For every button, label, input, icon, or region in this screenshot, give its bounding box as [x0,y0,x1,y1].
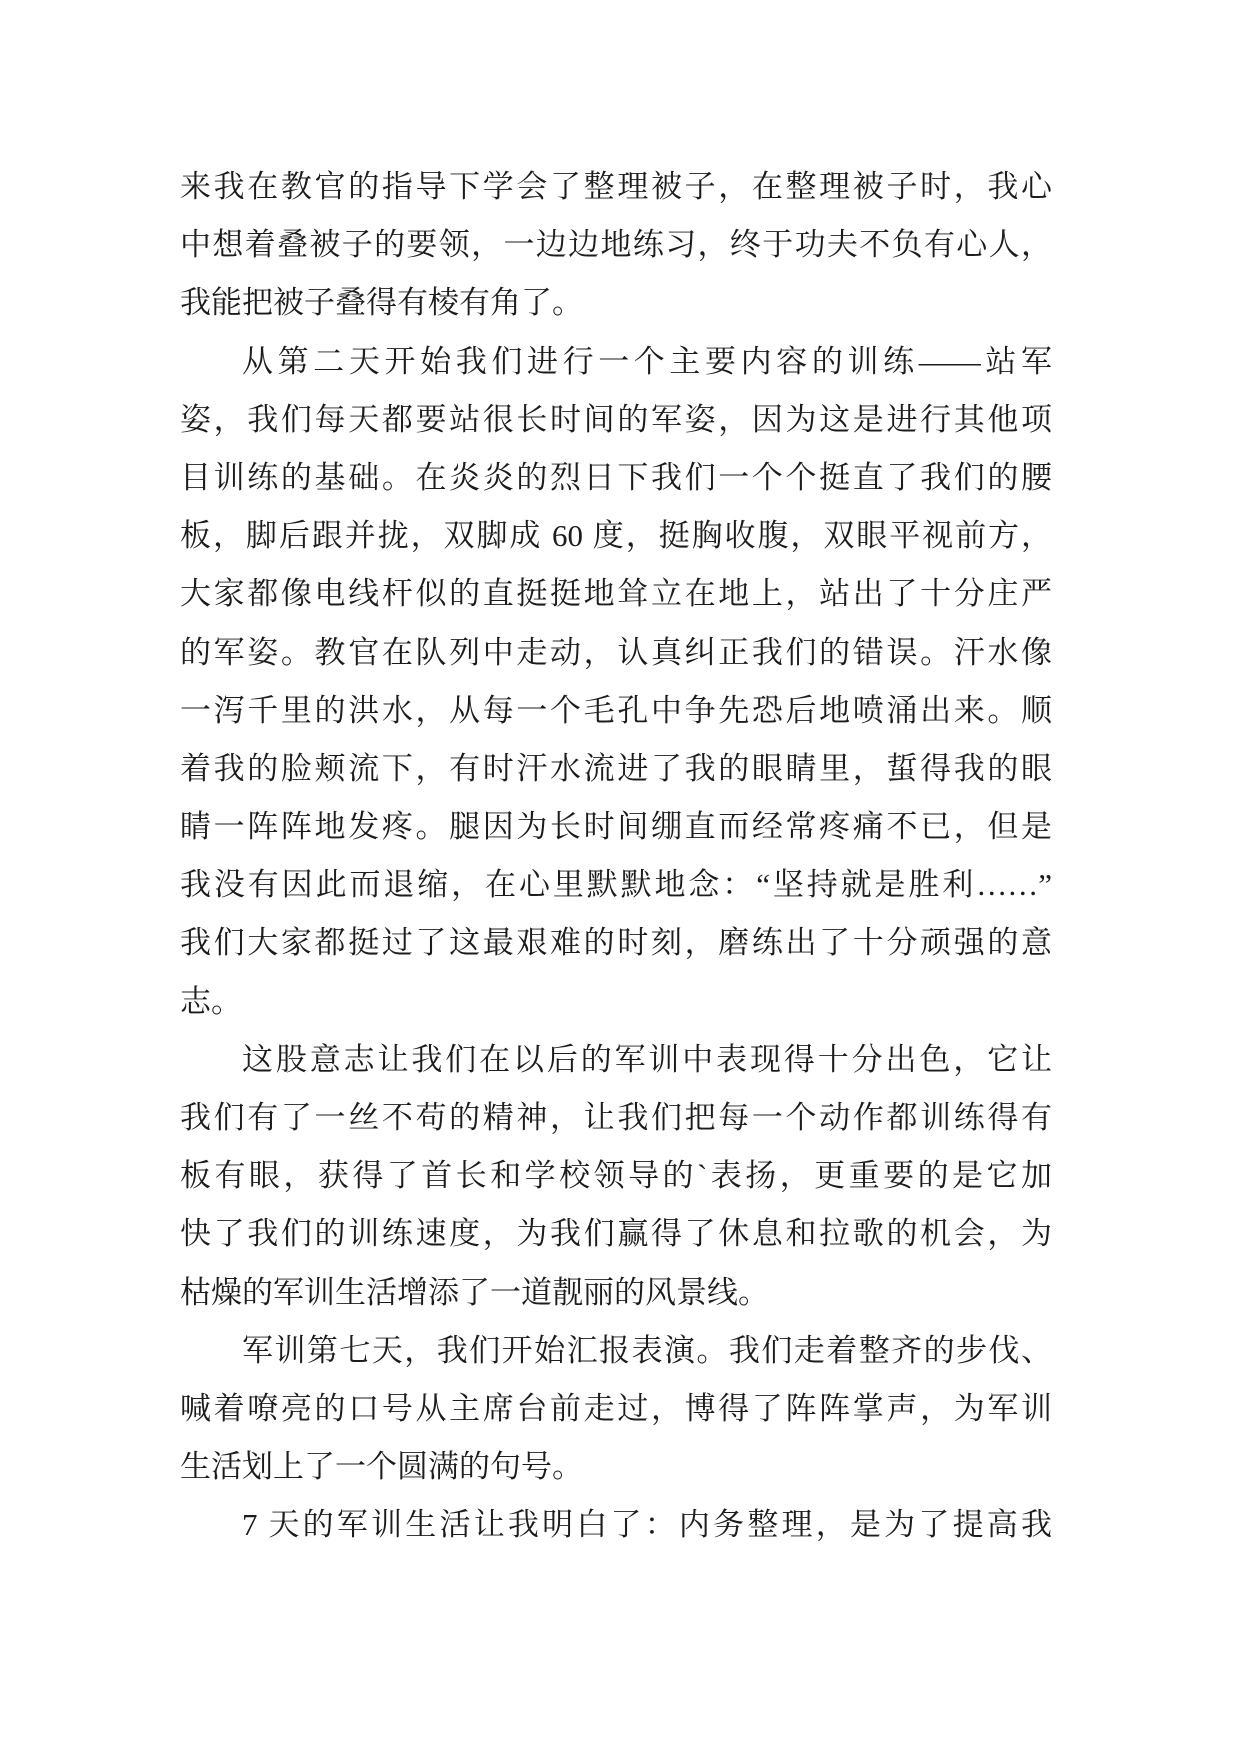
essay-line: 这股意志让我们在以后的军训中表现得十分出色，它让 [242,1041,1052,1077]
essay-line: 我们大家都挺过了这最艰难的时刻，磨练出了十分顽强的意 [180,925,1052,961]
essay-line: 生活划上了一个圆满的句号。 [180,1449,583,1485]
essay-line: 着我的脸颊流下，有时汗水流进了我的眼睛里，蜇得我的眼 [180,750,1052,786]
essay-line: 7 天的军训生活让我明白了：内务整理，是为了提高我 [242,1507,1052,1543]
essay-line: 枯燥的军训生活增添了一道靓丽的风景线。 [180,1274,769,1310]
essay-line: 我没有因此而退缩，在心里默默地念：“坚持就是胜利……” [180,867,1052,903]
essay-line: 我能把被子叠得有棱有角了。 [180,285,583,321]
essay-line: 睛一阵阵地发疼。腿因为长时间绷直而经常疼痛不已，但是 [180,809,1052,845]
essay-line: 目训练的基础。在炎炎的烈日下我们一个个挺直了我们的腰 [180,459,1052,495]
essay-line: 快了我们的训练速度，为我们赢得了休息和拉歌的机会，为 [180,1216,1052,1252]
essay-line: 志。 [180,983,242,1019]
essay-line: 板有眼，获得了首长和学校领导的`表扬，更重要的是它加 [180,1158,1052,1194]
essay-line: 我们有了一丝不苟的精神，让我们把每一个动作都训练得有 [180,1100,1052,1135]
essay-line: 从第二天开始我们进行一个主要内容的训练——站军 [242,343,1052,379]
essay-line: 军训第七天，我们开始汇报表演。我们走着整齐的步伐、 [242,1332,1052,1368]
essay-line: 喊着嘹亮的口号从主席台前走过，博得了阵阵掌声，为军训 [180,1390,1052,1426]
essay-body [180,158,1052,1555]
essay-line: 板，脚后跟并拢，双脚成 60 度，挺胸收腹，双眼平视前方， [180,518,1052,554]
essay-line: 来我在教官的指导下学会了整理被子，在整理被子时，我心 [180,169,1052,204]
essay-line: 姿，我们每天都要站很长时间的军姿，因为这是进行其他项 [180,401,1052,437]
essay-line: 一泻千里的洪水，从每一个毛孔中争先恐后地喷涌出来。顺 [180,692,1052,728]
essay-line: 的军姿。教官在队列中走动，认真纠正我们的错误。汗水像 [180,634,1052,670]
essay-line: 中想着叠被子的要领，一边边地练习，终于功夫不负有心人， [180,227,1052,263]
essay-line: 大家都像电线杆似的直挺挺地耸立在地上，站出了十分庄严 [180,576,1052,612]
